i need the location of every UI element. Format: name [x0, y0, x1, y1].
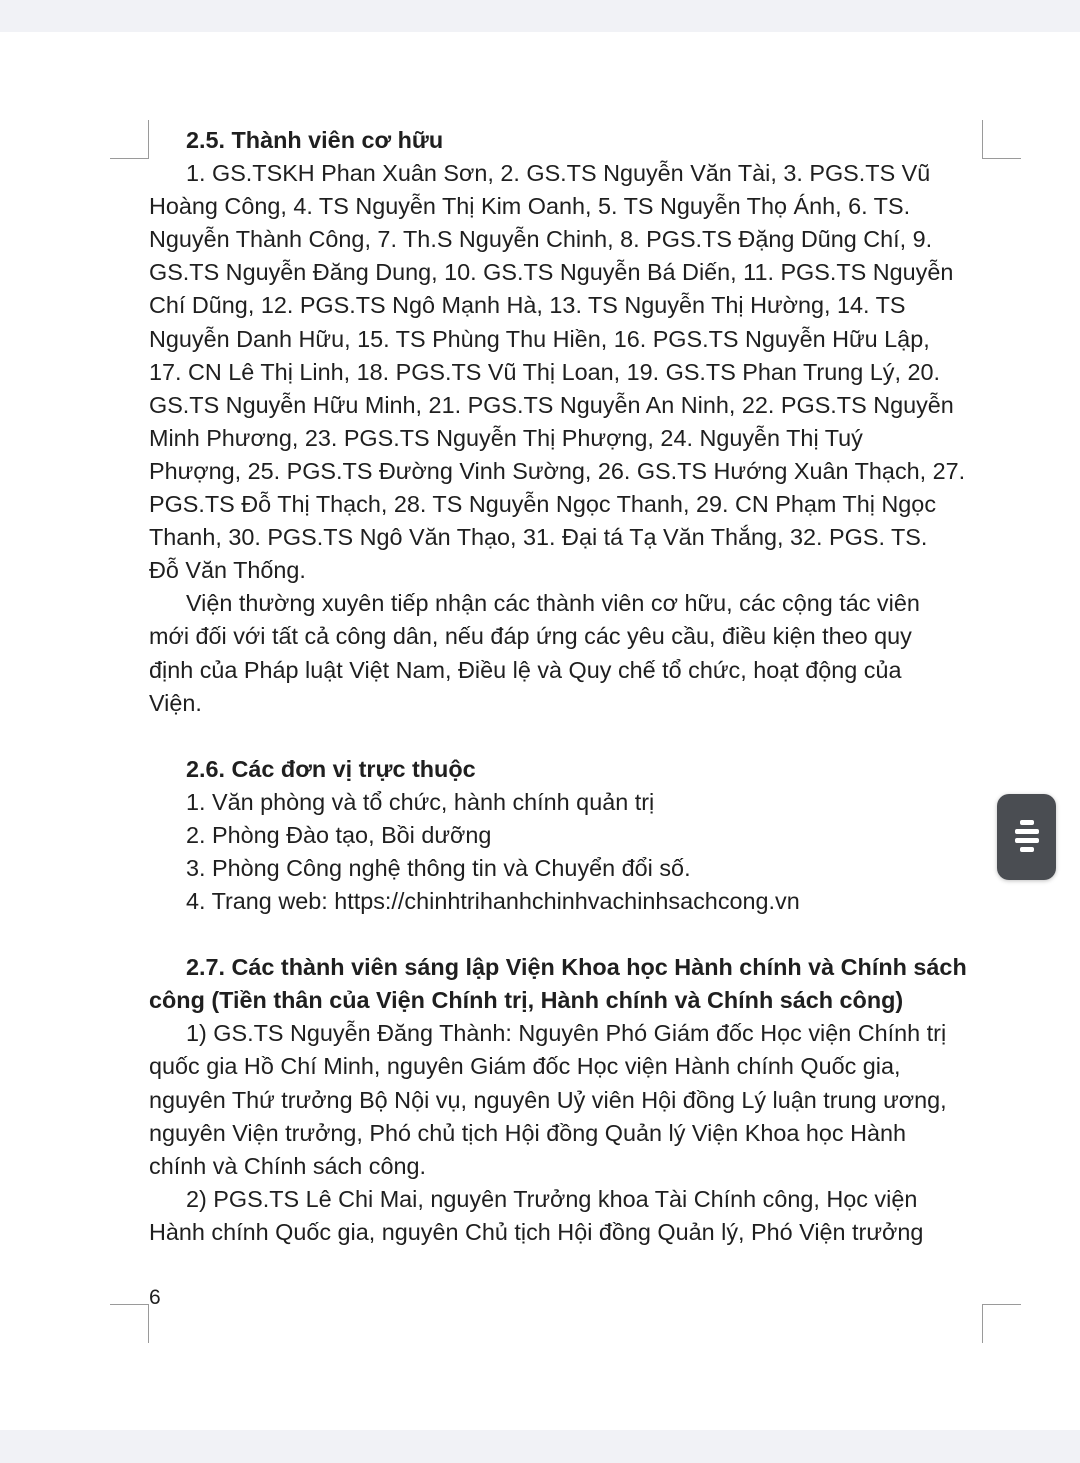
text-line: chính và Chính sách công. [149, 1152, 426, 1179]
section-heading-2-5: 2.5. Thành viên cơ hữu [186, 127, 444, 153]
crop-mark-bottom-left [110, 1304, 149, 1343]
section-spacer [149, 918, 971, 951]
founder-entry-1 [149, 1017, 971, 1182]
crop-mark-top-left [110, 120, 149, 159]
text-line: Nguyễn Thành Công, 7. Th.S Nguyễn Chinh, 8. PGS.TS Đặng Dũng Chí, 9. [149, 226, 933, 253]
list-item: 2. Phòng Đào tạo, Bồi dưỡng [186, 821, 492, 848]
text-line: Chí Dũng, 12. PGS.TS Ngô Mạnh Hà, 13. TS Nguyễn Thị Hường, 14. TS [149, 292, 906, 319]
text-line: 17. CN Lê Thị Linh, 18. PGS.TS Vũ Thị Loan, 19. GS.TS Phan Trung Lý, 20. [149, 358, 940, 385]
units-list [149, 786, 971, 918]
section-heading-2-6: 2.6. Các đơn vị trực thuộc [186, 755, 476, 782]
crop-mark-top-right [982, 120, 1021, 159]
text-line: GS.TS Nguyễn Đăng Dung, 10. GS.TS Nguyễn Bá Diến, 11. PGS.TS Nguyễn [149, 259, 954, 286]
menu-icon [1014, 818, 1040, 857]
text-line: PGS.TS Đỗ Thị Thạch, 28. TS Nguyễn Ngọc Thanh, 29. CN Phạm Thị Ngọc [149, 491, 937, 518]
text-line: định của Pháp luật Việt Nam, Điều lệ và Quy chế tổ chức, hoạt động của [149, 656, 902, 683]
section-heading-2-7 [149, 951, 971, 1017]
text-line: nguyên Viện trưởng, Phó chủ tịch Hội đồng Quản lý Viện Khoa học Hành [149, 1119, 907, 1146]
membership-note [149, 587, 971, 719]
text-line: Nguyễn Danh Hữu, 15. TS Phùng Thu Hiền, 16. PGS.TS Nguyễn Hữu Lập, [149, 325, 930, 352]
text-line: Đỗ Văn Thống. [149, 557, 306, 584]
heading-line: 2.7. Các thành viên sáng lập Viện Khoa học Hành chính và Chính sách [186, 954, 967, 981]
founder-entry-2 [149, 1183, 971, 1249]
section-spacer [149, 720, 971, 753]
members-list [149, 157, 971, 587]
text-line: quốc gia Hồ Chí Minh, nguyên Giám đốc Học viện Hành chính Quốc gia, [149, 1053, 901, 1080]
text-line: 1) GS.TS Nguyễn Đăng Thành: Nguyên Phó Giám đốc Học viện Chính trị [186, 1020, 947, 1047]
menu-button[interactable] [997, 794, 1056, 880]
text-line: Hoàng Công, 4. TS Nguyễn Thị Kim Oanh, 5. TS Nguyễn Thọ Ánh, 6. TS. [149, 193, 911, 220]
text-line: Minh Phương, 23. PGS.TS Nguyễn Thị Phượng, 24. Nguyễn Thị Tuý [149, 424, 863, 451]
list-item: 3. Phòng Công nghệ thông tin và Chuyển đổi số. [186, 854, 691, 881]
text-line: mới đối với tất cả công dân, nếu đáp ứng các yêu cầu, điều kiện theo quy [149, 623, 912, 650]
document-body [149, 124, 971, 1249]
text-line: 2) PGS.TS Lê Chi Mai, nguyên Trưởng khoa Tài Chính công, Học viện [186, 1185, 918, 1212]
text-line: Viện. [149, 689, 202, 716]
text-line: Hành chính Quốc gia, nguyên Chủ tịch Hội đồng Quản lý, Phó Viện trưởng [149, 1218, 924, 1245]
text-line: Thanh, 30. PGS.TS Ngô Văn Thạo, 31. Đại tá Tạ Văn Thắng, 32. PGS. TS. [149, 524, 928, 551]
text-line: 1. GS.TSKH Phan Xuân Sơn, 2. GS.TS Nguyễn Văn Tài, 3. PGS.TS Vũ [186, 160, 931, 187]
page-number: 6 [149, 1286, 161, 1309]
text-line: nguyên Thứ trưởng Bộ Nội vụ, nguyên Uỷ viên Hội đồng Lý luận trung ương, [149, 1086, 947, 1113]
list-item-website: 4. Trang web: https://chinhtrihanhchinhvachinhsachcong.vn [186, 888, 800, 915]
crop-mark-bottom-right [982, 1304, 1021, 1343]
text-line: Phượng, 25. PGS.TS Đường Vinh Sường, 26. GS.TS Hướng Xuân Thạch, 27. [149, 457, 966, 484]
heading-line: công (Tiền thân của Viện Chính trị, Hành chính và Chính sách công) [149, 987, 904, 1014]
text-line: Viện thường xuyên tiếp nhận các thành viên cơ hữu, các cộng tác viên [186, 590, 920, 617]
list-item: 1. Văn phòng và tổ chức, hành chính quản trị [186, 788, 655, 815]
text-line: GS.TS Nguyễn Hữu Minh, 21. PGS.TS Nguyễn An Ninh, 22. PGS.TS Nguyễn [149, 391, 954, 418]
